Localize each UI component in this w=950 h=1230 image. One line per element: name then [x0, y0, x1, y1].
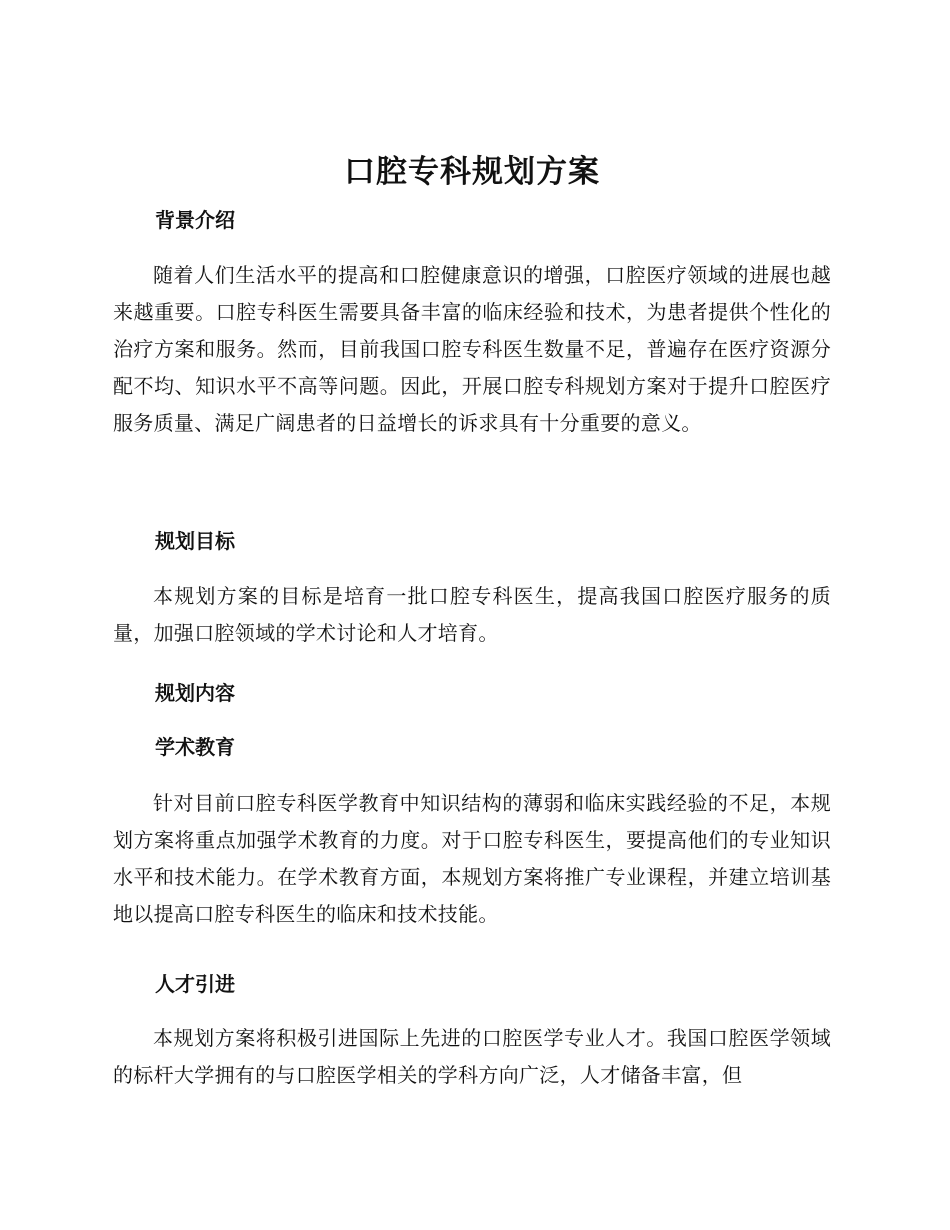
document-title: 口腔专科规划方案: [344, 154, 600, 190]
paragraph-talent-introduction: 本规划方案将积极引进国际上先进的口腔医学专业人才。我国口腔医学领域的标杆大学拥有的与口腔医学相关的学科方向广泛，人才储备丰富，但: [113, 1026, 831, 1087]
section-heading-talent-introduction: 人才引进: [155, 972, 235, 996]
section-heading-background: 背景介绍: [155, 208, 235, 232]
paragraph-goals: 本规划方案的目标是培育一批口腔专科医生，提高我国口腔医疗服务的质量，加强口腔领域的学术讨论和人才培育。: [113, 584, 831, 645]
section-heading-content: 规划内容: [155, 681, 235, 705]
section-heading-academic-education: 学术教育: [155, 735, 235, 759]
paragraph-academic-education: 针对目前口腔专科医学教育中知识结构的薄弱和临床实践经验的不足，本规划方案将重点加强学术教育的力度。对于口腔专科医生，要提高他们的专业知识水平和技术能力。在学术教育方面，本规划方案将推广专业课程，并建立培训基地以提高口腔专科医生的临床和技术技能。: [113, 791, 831, 926]
section-heading-goals: 规划目标: [155, 529, 235, 553]
paragraph-background: 随着人们生活水平的提高和口腔健康意识的增强，口腔医疗领域的进展也越来越重要。口腔专科医生需要具备丰富的临床经验和技术，为患者提供个性化的治疗方案和服务。然而，目前我国口腔专科医生数量不足，普遍存在医疗资源分配不均、知识水平不高等问题。因此，开展口腔专科规划方案对于提升口腔医疗服务质量、满足广阔患者的日益增长的诉求具有十分重要的意义。: [113, 263, 831, 435]
